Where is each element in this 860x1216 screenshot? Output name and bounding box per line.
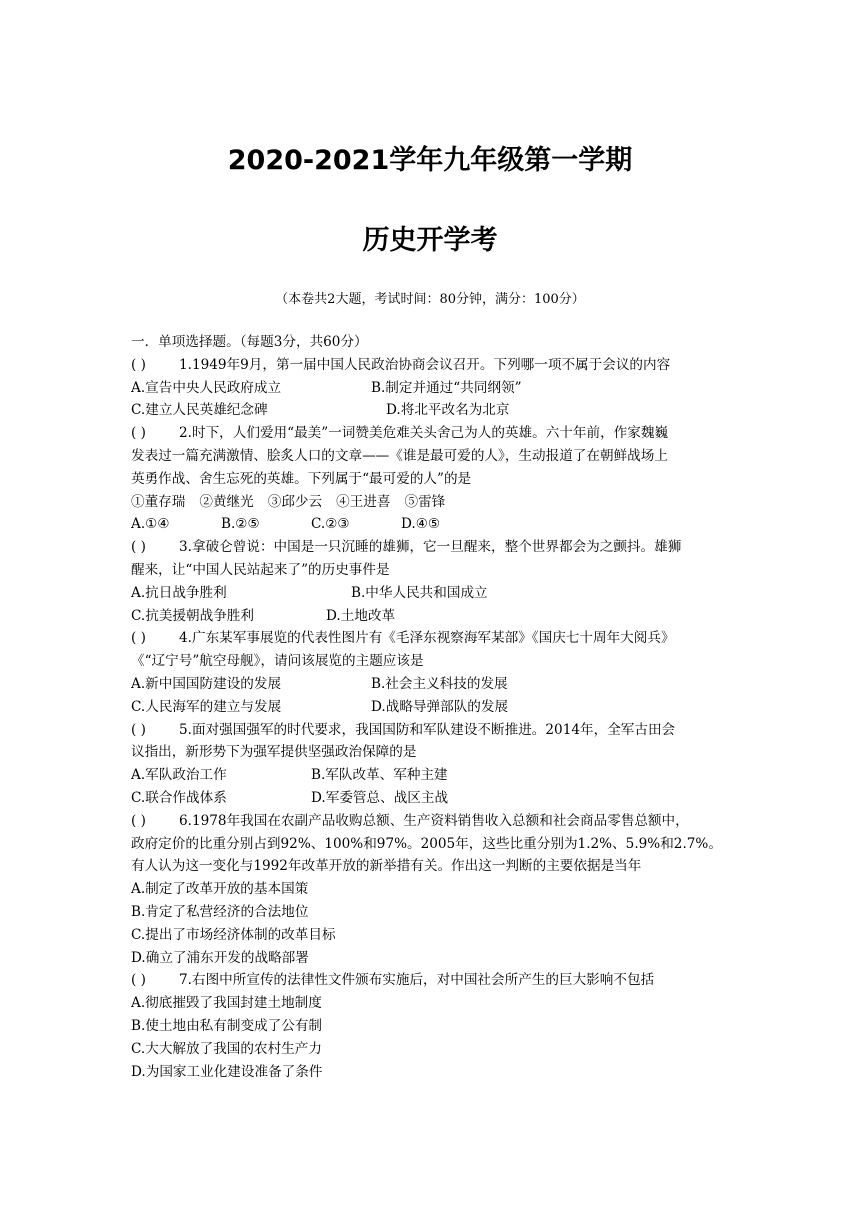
option-a: A.新中国国防建设的发展 bbox=[131, 675, 282, 692]
marker-5: ⑤雷锋 bbox=[404, 493, 446, 510]
option-c: C.人民海军的建立与发展 bbox=[131, 698, 282, 715]
question-text: 6.1978年我国在农副产品收购总额、生产资料销售收入总额和社会商品零售总额中， bbox=[179, 812, 689, 829]
exam-subject-title: 历史开学考 bbox=[362, 225, 498, 256]
exam-note: （本卷共2大题，考试时间：80分钟，满分：100分） bbox=[275, 292, 585, 307]
option-b: B.社会主义科技的发展 bbox=[371, 675, 508, 692]
question-6 bbox=[131, 810, 731, 970]
option-d: D.确立了浦东开发的战略部署 bbox=[131, 949, 309, 966]
answer-blank: ( ) bbox=[131, 630, 146, 647]
question-text: 英勇作战、舍生忘死的英雄。下列属于“最可爱的人”的是 bbox=[131, 470, 472, 487]
option-a: A.①④ bbox=[131, 516, 170, 533]
option-c: C.提出了市场经济体制的改革目标 bbox=[131, 926, 336, 943]
option-d: D.土地改革 bbox=[326, 607, 396, 624]
answer-blank: ( ) bbox=[131, 425, 146, 442]
option-b: B.制定并通过“共同纲领” bbox=[371, 379, 522, 396]
option-c: C.②③ bbox=[311, 516, 350, 533]
question-text: 议指出，新形势下为强军提供坚强政治保障的是 bbox=[131, 744, 417, 761]
option-a: A.军队政治工作 bbox=[131, 767, 227, 784]
option-d: D.战略导弹部队的发展 bbox=[371, 698, 509, 715]
option-a: A.彻底摧毁了我国封建土地制度 bbox=[131, 995, 322, 1012]
question-7 bbox=[131, 969, 731, 1083]
option-d: D.④⑤ bbox=[401, 516, 441, 533]
question-section bbox=[131, 331, 731, 1083]
answer-blank: ( ) bbox=[131, 356, 146, 373]
question-text: 有人认为这一变化与1992年改革开放的新举措有关。作出这一判断的主要依据是当年 bbox=[131, 858, 642, 875]
exam-title: 2020-2021学年九年级第一学期 bbox=[227, 145, 633, 176]
option-b: B.使土地由私有制变成了公有制 bbox=[131, 1017, 323, 1034]
answer-blank: ( ) bbox=[131, 721, 146, 738]
question-2 bbox=[131, 422, 731, 536]
question-text: 1.1949年9月，第一届中国人民政治协商会议召开。下列哪一项不属于会议的内容 bbox=[179, 356, 671, 373]
question-1 bbox=[131, 354, 731, 422]
option-b: B.军队改革、军种主建 bbox=[311, 767, 448, 784]
option-c: C.建立人民英雄纪念碑 bbox=[131, 402, 268, 419]
choice-markers bbox=[131, 491, 731, 514]
answer-blank: ( ) bbox=[131, 812, 146, 829]
section-heading: 一．单项选择题。（每题3分，共60分） bbox=[131, 334, 368, 350]
option-b: B.肯定了私营经济的合法地位 bbox=[131, 903, 309, 920]
question-3 bbox=[131, 536, 731, 627]
option-c: C.大大解放了我国的农村生产力 bbox=[131, 1040, 322, 1057]
marker-4: ④王进喜 bbox=[336, 493, 391, 510]
question-text: 发表过一篇充满激情、脍炙人口的文章——《谁是最可爱的人》，生动报道了在朝鲜战场上 bbox=[131, 447, 668, 464]
question-4 bbox=[131, 627, 731, 718]
question-text: 7.右图中所宣传的法律性文件颁布实施后，对中国社会所产生的巨大影响不包括 bbox=[179, 972, 655, 989]
option-a: A.抗日战争胜利 bbox=[131, 584, 227, 601]
marker-1: ①董存瑞 bbox=[131, 493, 186, 510]
marker-3: ③邱少云 bbox=[267, 493, 323, 510]
option-d: D.为国家工业化建设准备了条件 bbox=[131, 1063, 323, 1080]
answer-blank: ( ) bbox=[131, 972, 146, 989]
question-text: 3.拿破仑曾说：中国是一只沉睡的雄狮，它一旦醒来，整个世界都会为之颤抖。雄狮 bbox=[179, 539, 682, 556]
option-c: C.联合作战体系 bbox=[131, 789, 227, 806]
question-text: 4.广东某军事展览的代表性图片有《毛泽东视察海军某部》《国庆七十周年大阅兵》 bbox=[179, 630, 675, 647]
option-b: B.②⑤ bbox=[221, 516, 260, 533]
question-text: 《“辽宁号”航空母舰》，请问该展览的主题应该是 bbox=[131, 653, 424, 670]
option-b: B.中华人民共和国成立 bbox=[351, 584, 488, 601]
question-text: 2.时下，人们爱用“最美”一词赞美危难关头舍己为人的英雄。六十年前，作家魏巍 bbox=[179, 425, 669, 442]
question-5 bbox=[131, 719, 731, 810]
option-a: A.制定了改革开放的基本国策 bbox=[131, 881, 309, 898]
question-text: 政府定价的比重分别占到92%、100%和97%。2005年，这些比重分别为1.2%、5.9%和2.7%。 bbox=[131, 835, 722, 852]
question-text: 醒来，让“中国人民站起来了”的历史事件是 bbox=[131, 561, 390, 578]
question-text: 5.面对强国强军的时代要求，我国国防和军队建设不断推进。2014年，全军古田会 bbox=[179, 721, 676, 738]
marker-2: ②黄继光 bbox=[199, 493, 254, 510]
option-d: D.军委管总、战区主战 bbox=[311, 789, 449, 806]
option-d: D.将北平改名为北京 bbox=[386, 402, 510, 419]
answer-blank: ( ) bbox=[131, 539, 146, 556]
option-a: A.宣告中央人民政府成立 bbox=[131, 379, 282, 396]
option-c: C.抗美援朝战争胜利 bbox=[131, 607, 254, 624]
